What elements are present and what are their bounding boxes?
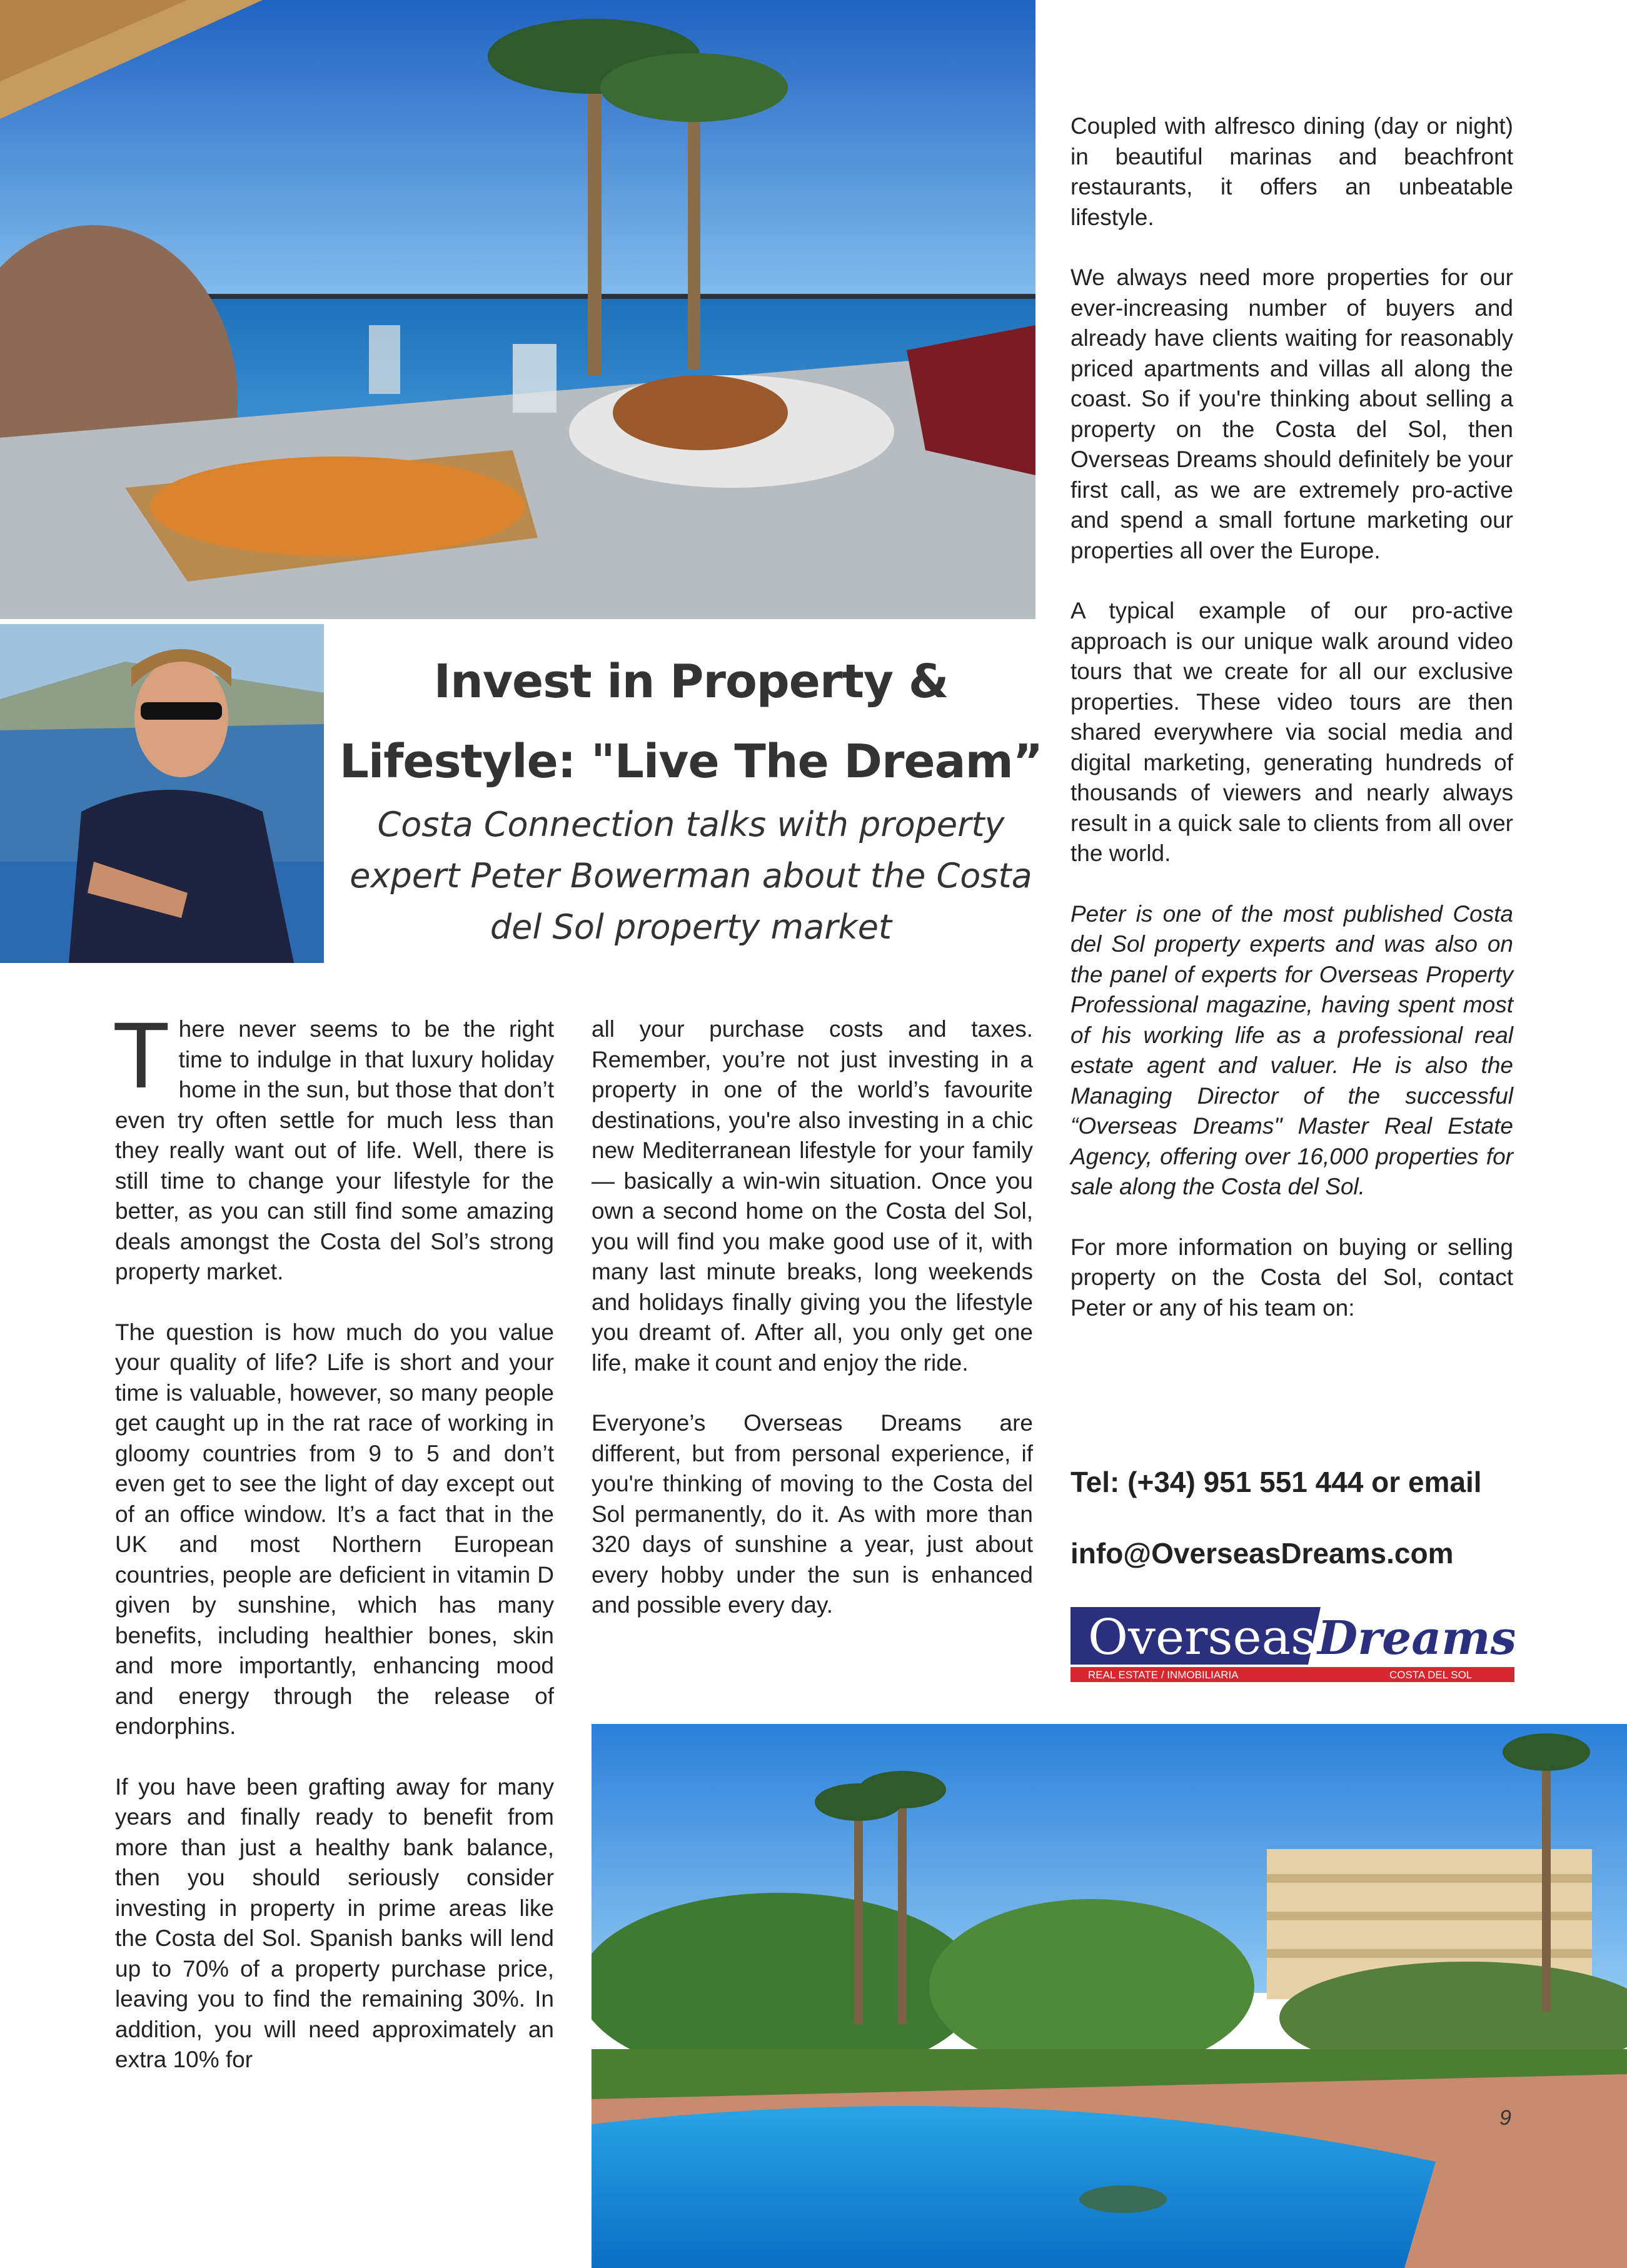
paragraph <box>113 1002 554 1288</box>
drop-cap: T <box>113 1002 170 1107</box>
logo-tagline-left: REAL ESTATE / INMOBILIARIA <box>1088 1669 1239 1681</box>
body-column-3 <box>1070 111 1513 1353</box>
paragraph: If you have been grafting away for many years and finally ready to benefit from more than just a healthy bank balance, then you should seriously consider investing in property in prime areas like the Costa del Sol. Spanish banks will lend up to 70% of a property purchase price, leaving you to find the remaining 30%. In addition, you will need approximately an extra 10% for <box>115 1773 554 2072</box>
article-subheadline: Costa Connection talks with property expert Peter Bowerman about the Costa del Sol property market <box>350 805 1032 947</box>
paragraph-text: here never seems to be the right time to indulge in that luxury holiday home in the sun, but those that don’t even try often settle for much less than they really want out of life. Well, there is still time to change your lifestyle for the better, as you can still find some amazing deals amongst the Costa del Sol’s strong property market. <box>115 1016 554 1284</box>
logo-word-dreams: Dreams <box>1317 1611 1514 1665</box>
author-bio: Peter is one of the most published Costa del Sol property experts and was also on the panel of experts for Overseas Property Professional magazine, having spent most of his working life as a professional real estate agent and valuer. He is also the Managing Director of the successful “Overseas Dreams" Master Real Estate Agency, offering over 16,000 properties for sale along the Costa del Sol. <box>1070 900 1513 1199</box>
body-column-1 <box>113 1002 554 2105</box>
logo-tagline-right: COSTA DEL SOL <box>1389 1669 1473 1681</box>
logo-word-overseas: Overseas <box>1088 1610 1316 1666</box>
overseas-dreams-logo <box>1070 1607 1514 1682</box>
contact-email: info@OverseasDreams.com <box>1070 1537 1454 1570</box>
paragraph: The question is how much do you value your quality of life? Life is short and your time is valuable, however, so many people get caught up in the rat race of working in gloomy countries from 9 to 5 and don’t even get to see the light of day except out of an office window. It’s a fact that in the UK and most Northern European countries, people are deficient in vitamin D given by sunshine, which has many benefits, including healthier bones, skin and more importantly, enhancing mood and energy through the release of endorphins. <box>115 1319 554 1739</box>
paragraph: Coupled with alfresco dining (day or night) in beautiful marinas and beachfront restaurants, it offers an unbeatable lifestyle. <box>1070 113 1513 230</box>
contact-telephone: Tel: (+34) 951 551 444 or email <box>1070 1466 1482 1498</box>
article-headline: Invest in Property & Lifestyle: "Live The Dream” <box>339 655 1043 789</box>
paragraph: all your purchase costs and taxes. Remember, you’re not just investing in a property in one of the world’s favourite destinations, you're also investing in a chic new Mediterranean lifestyle for your family — basically a win-win situation. Once you own a second home on the Costa del Sol, you will find you make good use of it, with many last minute breaks, long weekends and holidays finally giving you the lifestyle you dreamt of. After all, you only get one life, make it count and enjoy the ride. <box>592 1016 1033 1376</box>
paragraph: A typical example of our pro-active approach is our unique walk around video tours that we create for all our exclusive properties. These video tours are then shared everywhere via social media and digital marketing, generating hundreds of thousands of viewers and nearly always result in a quick sale to clients from all over the world. <box>1070 598 1513 866</box>
paragraph: Everyone’s Overseas Dreams are different, but from personal experience, if you're thinking of moving to the Costa del Sol permanently, do it. As with more than 320 days of sunshine a year, just about every hobby under the sun is enhanced and possible every day. <box>592 1410 1033 1618</box>
terrace-lunch-photo <box>0 0 1035 619</box>
body-column-2 <box>592 1014 1033 1651</box>
pool-complex-photo <box>592 1724 1627 2268</box>
peter-bowerman-portrait <box>0 624 324 963</box>
page-number: 9 <box>1499 2106 1511 2130</box>
paragraph: For more information on buying or selling property on the Costa del Sol, contact Peter or any of his team on: <box>1070 1234 1513 1321</box>
paragraph: We always need more properties for our ever-increasing number of buyers and already have clients waiting for reasonably priced apartments and villas all along the coast. So if you're thinking about selling a property on the Costa del Sol, then Overseas Dreams should definitely be your first call, as we are extremely pro-active and spend a small fortune marketing our properties all over the Europe. <box>1070 265 1513 563</box>
